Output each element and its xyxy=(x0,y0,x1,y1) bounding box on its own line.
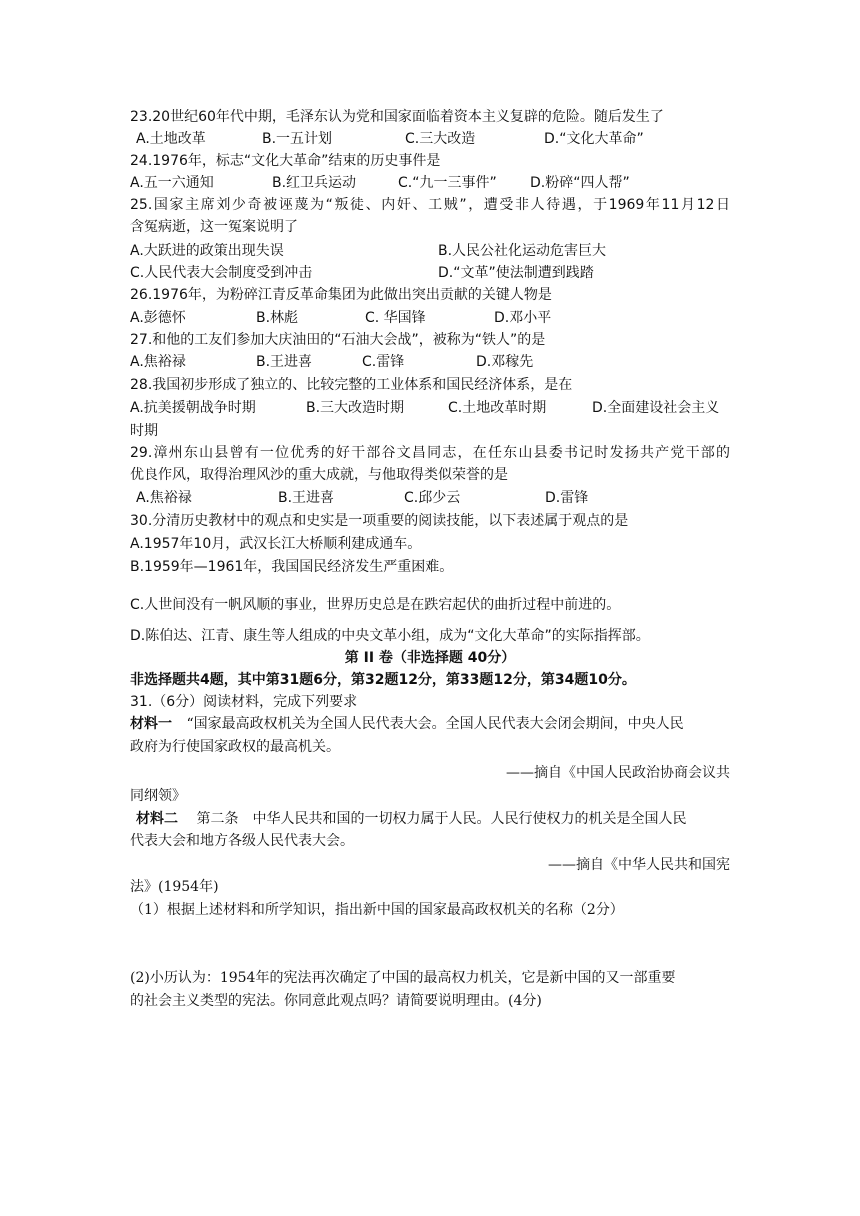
question-28-stem: 28.我国初步形成了独立的、比较完整的工业体系和国民经济体系，是在 xyxy=(130,377,573,393)
option-c: C.“九一三事件” xyxy=(398,175,497,191)
option-c: C. 华国锋 xyxy=(365,310,426,326)
option-c: C.三大改造 xyxy=(405,131,476,147)
option-a: A.大跃进的政策出现失误 xyxy=(130,243,284,259)
material-2-line2: 代表大会和地方各级人民代表大会。 xyxy=(130,833,354,849)
question-23-stem: 23.20世纪60年代中期，毛泽东认为党和国家面临着资本主义复辟的危险。随后发生了 xyxy=(130,109,664,125)
sub-question-2-line2: 的社会主义类型的宪法。你同意此观点吗？请简要说明理由。(4分) xyxy=(130,993,542,1009)
question-23-options xyxy=(130,128,730,150)
material-1-label: 材料一 xyxy=(130,716,172,732)
question-30-option-a: A.1957年10月，武汉长江大桥顺利建成通车。 xyxy=(130,536,422,552)
question-30-stem: 30.分清历史教材中的观点和史实是一项重要的阅读技能，以下表述属于观点的是 xyxy=(130,513,629,529)
material-2-source-cont: 法》(1954年) xyxy=(130,879,219,895)
sub-question-1: （1）根据上述材料和所学知识，指出新中国的国家最高政权机关的名称（2分） xyxy=(130,902,624,918)
question-30-option-b: B.1959年—1961年，我国国民经济发生严重困难。 xyxy=(130,559,454,575)
question-28-tail: 时期 xyxy=(130,423,158,439)
material-1-line2: 政府为行使国家政权的最高机关。 xyxy=(130,739,340,755)
material-1-line1 xyxy=(130,713,730,735)
question-25-stem-line1: 25.国家主席刘少奇被诬蔑为“叛徒、内奸、工贼”，遭受非人待遇，于1969年11月12日 xyxy=(130,197,730,213)
option-b: B.人民公社化运动危害巨大 xyxy=(438,243,607,259)
material-2-line1 xyxy=(130,808,730,830)
question-31-head: 31.（6分）阅读材料，完成下列要求 xyxy=(130,694,358,710)
option-d: D.“文革”使法制遭到践踏 xyxy=(438,265,594,281)
question-30-option-c: C.人世间没有一帆风顺的事业，世界历史总是在跌宕起伏的曲折过程中前进的。 xyxy=(130,597,621,613)
part-2-description: 非选择题共4题，其中第31题6分，第32题12分，第33题12分，第34题10分。 xyxy=(130,672,636,688)
option-a: A.抗美援朝战争时期 xyxy=(130,400,256,416)
question-25-stem-line2: 含冤病逝，这一冤案说明了 xyxy=(130,219,298,235)
option-d: D.邓小平 xyxy=(494,310,552,326)
option-a: A.彭德怀 xyxy=(130,310,186,326)
option-d: D.雷锋 xyxy=(545,490,589,506)
question-29-stem-line1: 29.漳州东山县曾有一位优秀的好干部谷文昌同志，在任东山县委书记时发扬共产党干部的 xyxy=(130,445,730,461)
option-a: A.五一六通知 xyxy=(130,175,214,191)
question-25-options-row1 xyxy=(130,240,730,262)
question-27-options xyxy=(130,351,730,373)
material-2-label: 材料二 xyxy=(136,811,178,827)
option-b: B.红卫兵运动 xyxy=(272,175,357,191)
part-2-title: 第 II 卷（非选择题 40分） xyxy=(344,650,516,666)
question-28-options xyxy=(130,397,730,419)
question-29-options xyxy=(130,487,730,509)
option-b: B.王进喜 xyxy=(256,354,313,370)
option-d: D.全面建设社会主义 xyxy=(592,400,720,416)
option-a: A.焦裕禄 xyxy=(130,354,186,370)
material-2-source: ——摘自《中华人民共和国宪 xyxy=(548,857,730,873)
material-1-text: “国家最高政权机关为全国人民代表大会。全国人民代表大会闭会期间，中央人民 xyxy=(186,716,684,732)
question-26-options xyxy=(130,307,730,329)
option-d: D.“文化大革命” xyxy=(544,131,644,147)
option-b: B.三大改造时期 xyxy=(306,400,405,416)
question-29-stem-line2: 优良作风，取得治理风沙的重大成就，与他取得类似荣誉的是 xyxy=(130,467,508,483)
option-a: A.焦裕禄 xyxy=(136,490,192,506)
question-30-option-d: D.陈伯达、江青、康生等人组成的中央文革小组，成为“文化大革命”的实际指挥部。 xyxy=(130,628,650,644)
option-b: B.林彪 xyxy=(256,310,299,326)
question-25-options-row2 xyxy=(130,262,730,284)
question-27-stem: 27.和他的工友们参加大庆油田的“石油大会战”，被称为“铁人”的是 xyxy=(130,332,546,348)
option-c: C.人民代表大会制度受到冲击 xyxy=(130,265,313,281)
option-b: B.一五计划 xyxy=(262,131,333,147)
option-b: B.王进喜 xyxy=(278,490,335,506)
option-a: A.土地改革 xyxy=(136,131,206,147)
option-d: D.粉碎“四人帮” xyxy=(530,175,630,191)
question-24-options xyxy=(130,172,730,194)
option-c: C.雷锋 xyxy=(362,354,405,370)
question-26-stem: 26.1976年，为粉碎江青反革命集团为此做出突出贡献的关键人物是 xyxy=(130,287,552,303)
sub-question-2-line1: (2)小历认为：1954年的宪法再次确定了中国的最高权力机关，它是新中国的又一部重要 xyxy=(130,970,676,986)
material-2-text: 第二条 中华人民共和国的一切权力属于人民。人民行使权力的机关是全国人民 xyxy=(196,811,687,827)
question-24-stem: 24.1976年，标志“文化大革命”结束的历史事件是 xyxy=(130,153,441,169)
material-1-source: ——摘自《中国人民政治协商会议共 xyxy=(506,765,730,781)
material-1-source-cont: 同纲领》 xyxy=(130,788,186,804)
option-c: C.土地改革时期 xyxy=(448,400,547,416)
option-d: D.邓稼先 xyxy=(476,354,534,370)
option-c: C.邱少云 xyxy=(404,490,461,506)
